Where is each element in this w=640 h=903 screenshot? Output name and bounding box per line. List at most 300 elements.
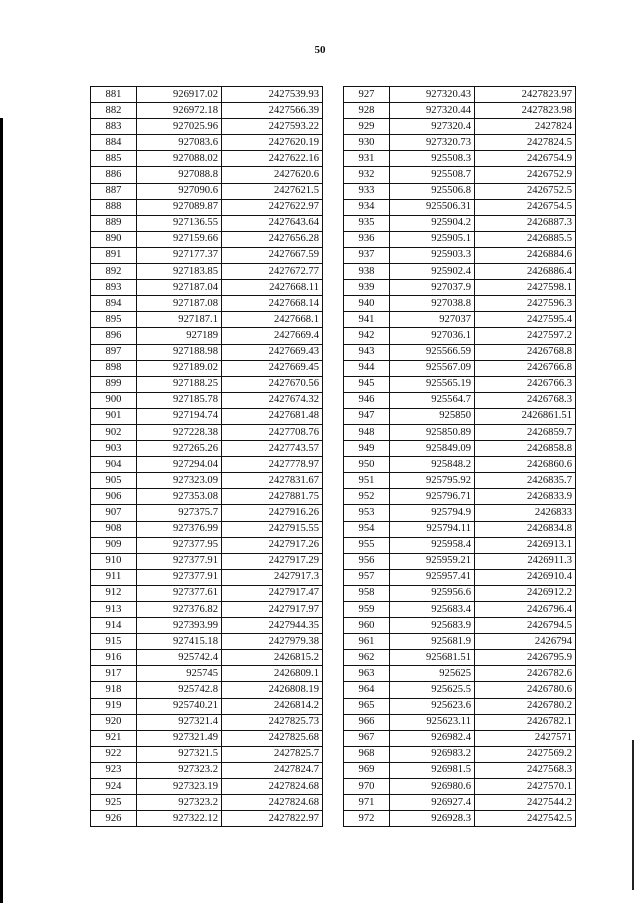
y-coordinate-cell: 2427566.39 xyxy=(222,103,323,119)
y-coordinate-cell: 2426860.6 xyxy=(475,457,576,473)
point-number-cell: 966 xyxy=(344,714,390,730)
point-number-cell: 926 xyxy=(91,811,137,827)
y-coordinate-cell: 2427822.97 xyxy=(222,811,323,827)
table-row xyxy=(344,103,576,119)
x-coordinate-cell: 927188.25 xyxy=(137,376,222,392)
table-row xyxy=(91,424,323,440)
point-number-cell: 921 xyxy=(91,730,137,746)
point-number-cell: 963 xyxy=(344,666,390,682)
y-coordinate-cell: 2427643.64 xyxy=(222,215,323,231)
point-number-cell: 919 xyxy=(91,698,137,714)
point-number-cell: 939 xyxy=(344,280,390,296)
table-row xyxy=(91,167,323,183)
point-number-cell: 969 xyxy=(344,762,390,778)
x-coordinate-cell: 927393.99 xyxy=(137,618,222,634)
x-coordinate-cell: 927038.8 xyxy=(390,296,475,312)
x-coordinate-cell: 925681.9 xyxy=(390,634,475,650)
table-row xyxy=(344,779,576,795)
x-coordinate-cell: 925850 xyxy=(390,408,475,424)
y-coordinate-cell: 2426794.5 xyxy=(475,618,576,634)
table-row xyxy=(344,666,576,682)
point-number-cell: 971 xyxy=(344,795,390,811)
table-row xyxy=(344,87,576,103)
x-coordinate-cell: 927375.7 xyxy=(137,505,222,521)
x-coordinate-cell: 927323.19 xyxy=(137,779,222,795)
y-coordinate-cell: 2427824.7 xyxy=(222,762,323,778)
table-row xyxy=(91,779,323,795)
x-coordinate-cell: 927089.87 xyxy=(137,199,222,215)
y-coordinate-cell: 2426911.3 xyxy=(475,553,576,569)
point-number-cell: 932 xyxy=(344,167,390,183)
point-number-cell: 899 xyxy=(91,376,137,392)
x-coordinate-cell: 925508.7 xyxy=(390,167,475,183)
point-number-cell: 882 xyxy=(91,103,137,119)
table-row xyxy=(91,457,323,473)
table-row xyxy=(344,521,576,537)
table-row xyxy=(91,569,323,585)
y-coordinate-cell: 2426794 xyxy=(475,634,576,650)
y-coordinate-cell: 2426859.7 xyxy=(475,424,576,440)
point-number-cell: 886 xyxy=(91,167,137,183)
point-number-cell: 887 xyxy=(91,183,137,199)
point-number-cell: 908 xyxy=(91,521,137,537)
table-row xyxy=(344,392,576,408)
x-coordinate-cell: 925848.2 xyxy=(390,457,475,473)
table-row xyxy=(344,167,576,183)
table-row xyxy=(344,344,576,360)
table-row xyxy=(344,441,576,457)
y-coordinate-cell: 2426815.2 xyxy=(222,650,323,666)
table-row xyxy=(91,537,323,553)
y-coordinate-cell: 2427620.19 xyxy=(222,135,323,151)
table-row xyxy=(91,296,323,312)
table-row xyxy=(91,634,323,650)
table-row xyxy=(91,650,323,666)
table-row xyxy=(344,634,576,650)
y-coordinate-cell: 2427944.35 xyxy=(222,618,323,634)
x-coordinate-cell: 927320.43 xyxy=(390,87,475,103)
point-number-cell: 925 xyxy=(91,795,137,811)
y-coordinate-cell: 2427708.76 xyxy=(222,424,323,440)
y-coordinate-cell: 2427916.26 xyxy=(222,505,323,521)
table-row xyxy=(344,650,576,666)
point-number-cell: 943 xyxy=(344,344,390,360)
x-coordinate-cell: 925745 xyxy=(137,666,222,682)
x-coordinate-cell: 927136.55 xyxy=(137,215,222,231)
y-coordinate-cell: 2426782.6 xyxy=(475,666,576,682)
point-number-cell: 957 xyxy=(344,569,390,585)
x-coordinate-cell: 927320.44 xyxy=(390,103,475,119)
table-row xyxy=(91,103,323,119)
point-number-cell: 941 xyxy=(344,312,390,328)
y-coordinate-cell: 2426795.9 xyxy=(475,650,576,666)
table-row xyxy=(91,360,323,376)
y-coordinate-cell: 2427539.93 xyxy=(222,87,323,103)
point-number-cell: 909 xyxy=(91,537,137,553)
y-coordinate-cell: 2427669.4 xyxy=(222,328,323,344)
table-row xyxy=(91,264,323,280)
x-coordinate-cell: 925794.9 xyxy=(390,505,475,521)
y-coordinate-cell: 2427670.56 xyxy=(222,376,323,392)
point-number-cell: 917 xyxy=(91,666,137,682)
table-row xyxy=(91,119,323,135)
table-row xyxy=(344,585,576,601)
y-coordinate-cell: 2427915.55 xyxy=(222,521,323,537)
x-coordinate-cell: 927088.8 xyxy=(137,167,222,183)
y-coordinate-cell: 2427917.3 xyxy=(222,569,323,585)
table-row xyxy=(91,280,323,296)
table-row xyxy=(344,569,576,585)
table-row xyxy=(344,682,576,698)
point-number-cell: 947 xyxy=(344,408,390,424)
y-coordinate-cell: 2427825.68 xyxy=(222,730,323,746)
x-coordinate-cell: 925508.3 xyxy=(390,151,475,167)
y-coordinate-cell: 2427823.97 xyxy=(475,87,576,103)
scan-edge-mark-left xyxy=(0,118,3,903)
x-coordinate-cell: 927228.38 xyxy=(137,424,222,440)
point-number-cell: 964 xyxy=(344,682,390,698)
y-coordinate-cell: 2427595.4 xyxy=(475,312,576,328)
x-coordinate-cell: 927185.78 xyxy=(137,392,222,408)
point-number-cell: 948 xyxy=(344,424,390,440)
x-coordinate-cell: 927187.1 xyxy=(137,312,222,328)
x-coordinate-cell: 927188.98 xyxy=(137,344,222,360)
page-number: 50 xyxy=(314,44,326,56)
x-coordinate-cell: 927323.09 xyxy=(137,473,222,489)
x-coordinate-cell: 927037.9 xyxy=(390,280,475,296)
x-coordinate-cell: 927322.12 xyxy=(137,811,222,827)
x-coordinate-cell: 927187.08 xyxy=(137,296,222,312)
table-row xyxy=(344,231,576,247)
x-coordinate-cell: 927320.4 xyxy=(390,119,475,135)
y-coordinate-cell: 2426809.1 xyxy=(222,666,323,682)
y-coordinate-cell: 2427668.11 xyxy=(222,280,323,296)
table-row xyxy=(91,795,323,811)
y-coordinate-cell: 2427979.38 xyxy=(222,634,323,650)
table-row xyxy=(91,585,323,601)
x-coordinate-cell: 927037 xyxy=(390,312,475,328)
x-coordinate-cell: 925625 xyxy=(390,666,475,682)
table-row xyxy=(344,698,576,714)
point-number-cell: 888 xyxy=(91,199,137,215)
x-coordinate-cell: 925957.41 xyxy=(390,569,475,585)
x-coordinate-cell: 927321.5 xyxy=(137,746,222,762)
y-coordinate-cell: 2426766.3 xyxy=(475,376,576,392)
point-number-cell: 918 xyxy=(91,682,137,698)
point-number-cell: 959 xyxy=(344,602,390,618)
x-coordinate-cell: 927189 xyxy=(137,328,222,344)
y-coordinate-cell: 2426752.5 xyxy=(475,183,576,199)
y-coordinate-cell: 2427597.2 xyxy=(475,328,576,344)
y-coordinate-cell: 2427674.32 xyxy=(222,392,323,408)
x-coordinate-cell: 927321.4 xyxy=(137,714,222,730)
table-row xyxy=(91,602,323,618)
x-coordinate-cell: 925681.51 xyxy=(390,650,475,666)
table-row xyxy=(91,215,323,231)
y-coordinate-cell: 2426887.3 xyxy=(475,215,576,231)
table-row xyxy=(344,602,576,618)
point-number-cell: 970 xyxy=(344,779,390,795)
table-row xyxy=(91,489,323,505)
point-number-cell: 915 xyxy=(91,634,137,650)
y-coordinate-cell: 2426768.8 xyxy=(475,344,576,360)
point-number-cell: 907 xyxy=(91,505,137,521)
point-number-cell: 912 xyxy=(91,585,137,601)
coordinate-table-right xyxy=(343,86,576,827)
x-coordinate-cell: 927083.6 xyxy=(137,135,222,151)
x-coordinate-cell: 926982.4 xyxy=(390,730,475,746)
table-row xyxy=(344,473,576,489)
y-coordinate-cell: 2427825.73 xyxy=(222,714,323,730)
x-coordinate-cell: 927377.91 xyxy=(137,569,222,585)
y-coordinate-cell: 2427668.1 xyxy=(222,312,323,328)
x-coordinate-cell: 927323.2 xyxy=(137,762,222,778)
x-coordinate-cell: 927377.91 xyxy=(137,553,222,569)
point-number-cell: 885 xyxy=(91,151,137,167)
point-number-cell: 913 xyxy=(91,602,137,618)
point-number-cell: 954 xyxy=(344,521,390,537)
point-number-cell: 929 xyxy=(344,119,390,135)
table-row xyxy=(91,698,323,714)
y-coordinate-cell: 2427669.45 xyxy=(222,360,323,376)
x-coordinate-cell: 925956.6 xyxy=(390,585,475,601)
x-coordinate-cell: 927183.85 xyxy=(137,264,222,280)
y-coordinate-cell: 2427917.47 xyxy=(222,585,323,601)
x-coordinate-cell: 927194.74 xyxy=(137,408,222,424)
x-coordinate-cell: 927265.26 xyxy=(137,441,222,457)
x-coordinate-cell: 927415.18 xyxy=(137,634,222,650)
x-coordinate-cell: 925623.6 xyxy=(390,698,475,714)
table-row xyxy=(91,714,323,730)
x-coordinate-cell: 927321.49 xyxy=(137,730,222,746)
x-coordinate-cell: 925567.09 xyxy=(390,360,475,376)
table-row xyxy=(344,183,576,199)
point-number-cell: 934 xyxy=(344,199,390,215)
x-coordinate-cell: 925742.8 xyxy=(137,682,222,698)
y-coordinate-cell: 2426780.2 xyxy=(475,698,576,714)
x-coordinate-cell: 925795.92 xyxy=(390,473,475,489)
table-row xyxy=(344,296,576,312)
x-coordinate-cell: 927376.99 xyxy=(137,521,222,537)
point-number-cell: 951 xyxy=(344,473,390,489)
point-number-cell: 952 xyxy=(344,489,390,505)
point-number-cell: 894 xyxy=(91,296,137,312)
point-number-cell: 892 xyxy=(91,264,137,280)
x-coordinate-cell: 926928.3 xyxy=(390,811,475,827)
y-coordinate-cell: 2426782.1 xyxy=(475,714,576,730)
x-coordinate-cell: 927376.82 xyxy=(137,602,222,618)
point-number-cell: 942 xyxy=(344,328,390,344)
y-coordinate-cell: 2426910.4 xyxy=(475,569,576,585)
point-number-cell: 946 xyxy=(344,392,390,408)
point-number-cell: 936 xyxy=(344,231,390,247)
point-number-cell: 945 xyxy=(344,376,390,392)
table-row xyxy=(91,392,323,408)
y-coordinate-cell: 2427542.5 xyxy=(475,811,576,827)
table-row xyxy=(344,408,576,424)
table-row xyxy=(344,618,576,634)
x-coordinate-cell: 925903.3 xyxy=(390,247,475,263)
table-row xyxy=(344,135,576,151)
y-coordinate-cell: 2427824.68 xyxy=(222,779,323,795)
y-coordinate-cell: 2427669.43 xyxy=(222,344,323,360)
y-coordinate-cell: 2426754.5 xyxy=(475,199,576,215)
y-coordinate-cell: 2426886.4 xyxy=(475,264,576,280)
table-row xyxy=(344,280,576,296)
point-number-cell: 938 xyxy=(344,264,390,280)
point-number-cell: 898 xyxy=(91,360,137,376)
table-row xyxy=(344,714,576,730)
point-number-cell: 960 xyxy=(344,618,390,634)
y-coordinate-cell: 2427571 xyxy=(475,730,576,746)
table-row xyxy=(91,312,323,328)
point-number-cell: 881 xyxy=(91,87,137,103)
x-coordinate-cell: 925849.09 xyxy=(390,441,475,457)
table-row xyxy=(344,457,576,473)
x-coordinate-cell: 925905.1 xyxy=(390,231,475,247)
point-number-cell: 961 xyxy=(344,634,390,650)
y-coordinate-cell: 2427596.3 xyxy=(475,296,576,312)
y-coordinate-cell: 2427568.3 xyxy=(475,762,576,778)
x-coordinate-cell: 927377.61 xyxy=(137,585,222,601)
y-coordinate-cell: 2427569.2 xyxy=(475,746,576,762)
y-coordinate-cell: 2426808.19 xyxy=(222,682,323,698)
table-row xyxy=(344,215,576,231)
y-coordinate-cell: 2427823.98 xyxy=(475,103,576,119)
point-number-cell: 896 xyxy=(91,328,137,344)
x-coordinate-cell: 927377.95 xyxy=(137,537,222,553)
y-coordinate-cell: 2426780.6 xyxy=(475,682,576,698)
y-coordinate-cell: 2426833 xyxy=(475,505,576,521)
point-number-cell: 965 xyxy=(344,698,390,714)
x-coordinate-cell: 925742.4 xyxy=(137,650,222,666)
table-row xyxy=(91,199,323,215)
point-number-cell: 935 xyxy=(344,215,390,231)
x-coordinate-cell: 926917.02 xyxy=(137,87,222,103)
table-row xyxy=(344,537,576,553)
point-number-cell: 955 xyxy=(344,537,390,553)
table-row xyxy=(91,247,323,263)
x-coordinate-cell: 925796.71 xyxy=(390,489,475,505)
x-coordinate-cell: 925740.21 xyxy=(137,698,222,714)
point-number-cell: 950 xyxy=(344,457,390,473)
y-coordinate-cell: 2427917.26 xyxy=(222,537,323,553)
x-coordinate-cell: 925902.4 xyxy=(390,264,475,280)
x-coordinate-cell: 925506.8 xyxy=(390,183,475,199)
x-coordinate-cell: 925683.4 xyxy=(390,602,475,618)
y-coordinate-cell: 2426768.3 xyxy=(475,392,576,408)
point-number-cell: 905 xyxy=(91,473,137,489)
point-number-cell: 901 xyxy=(91,408,137,424)
table-row xyxy=(91,151,323,167)
table-row xyxy=(91,344,323,360)
y-coordinate-cell: 2427622.16 xyxy=(222,151,323,167)
point-number-cell: 931 xyxy=(344,151,390,167)
y-coordinate-cell: 2426796.4 xyxy=(475,602,576,618)
table-row xyxy=(91,328,323,344)
point-number-cell: 923 xyxy=(91,762,137,778)
table-row xyxy=(344,151,576,167)
point-number-cell: 922 xyxy=(91,746,137,762)
table-row xyxy=(91,811,323,827)
table-row xyxy=(91,408,323,424)
point-number-cell: 940 xyxy=(344,296,390,312)
y-coordinate-cell: 2426912.2 xyxy=(475,585,576,601)
table-row xyxy=(91,682,323,698)
x-coordinate-cell: 927323.2 xyxy=(137,795,222,811)
point-number-cell: 956 xyxy=(344,553,390,569)
table-row xyxy=(91,231,323,247)
table-row xyxy=(91,521,323,537)
y-coordinate-cell: 2426833.9 xyxy=(475,489,576,505)
x-coordinate-cell: 927025.96 xyxy=(137,119,222,135)
table-row xyxy=(344,762,576,778)
x-coordinate-cell: 925564.7 xyxy=(390,392,475,408)
table-row xyxy=(344,795,576,811)
point-number-cell: 972 xyxy=(344,811,390,827)
point-number-cell: 933 xyxy=(344,183,390,199)
table-row xyxy=(91,505,323,521)
y-coordinate-cell: 2427681.48 xyxy=(222,408,323,424)
point-number-cell: 910 xyxy=(91,553,137,569)
y-coordinate-cell: 2427621.5 xyxy=(222,183,323,199)
y-coordinate-cell: 2427917.29 xyxy=(222,553,323,569)
point-number-cell: 890 xyxy=(91,231,137,247)
x-coordinate-cell: 925683.9 xyxy=(390,618,475,634)
table-row xyxy=(91,730,323,746)
table-row xyxy=(91,87,323,103)
x-coordinate-cell: 927187.04 xyxy=(137,280,222,296)
y-coordinate-cell: 2426754.9 xyxy=(475,151,576,167)
point-number-cell: 924 xyxy=(91,779,137,795)
table-row xyxy=(344,505,576,521)
y-coordinate-cell: 2427667.59 xyxy=(222,247,323,263)
point-number-cell: 944 xyxy=(344,360,390,376)
table-row xyxy=(344,489,576,505)
point-number-cell: 914 xyxy=(91,618,137,634)
x-coordinate-cell: 925794.11 xyxy=(390,521,475,537)
point-number-cell: 900 xyxy=(91,392,137,408)
x-coordinate-cell: 927088.02 xyxy=(137,151,222,167)
table-row xyxy=(91,183,323,199)
table-row xyxy=(91,746,323,762)
table-row xyxy=(91,473,323,489)
table-row xyxy=(344,746,576,762)
point-number-cell: 962 xyxy=(344,650,390,666)
point-number-cell: 916 xyxy=(91,650,137,666)
x-coordinate-cell: 927036.1 xyxy=(390,328,475,344)
y-coordinate-cell: 2427825.7 xyxy=(222,746,323,762)
point-number-cell: 895 xyxy=(91,312,137,328)
table-row xyxy=(344,119,576,135)
point-number-cell: 937 xyxy=(344,247,390,263)
y-coordinate-cell: 2427570.1 xyxy=(475,779,576,795)
y-coordinate-cell: 2427593.22 xyxy=(222,119,323,135)
table-row xyxy=(344,247,576,263)
point-number-cell: 911 xyxy=(91,569,137,585)
table-row xyxy=(91,553,323,569)
y-coordinate-cell: 2427622.97 xyxy=(222,199,323,215)
point-number-cell: 927 xyxy=(344,87,390,103)
x-coordinate-cell: 926981.5 xyxy=(390,762,475,778)
y-coordinate-cell: 2427598.1 xyxy=(475,280,576,296)
x-coordinate-cell: 926983.2 xyxy=(390,746,475,762)
x-coordinate-cell: 925506.31 xyxy=(390,199,475,215)
point-number-cell: 893 xyxy=(91,280,137,296)
scan-edge-mark-right xyxy=(632,740,634,890)
y-coordinate-cell: 2427544.2 xyxy=(475,795,576,811)
table-row xyxy=(344,730,576,746)
